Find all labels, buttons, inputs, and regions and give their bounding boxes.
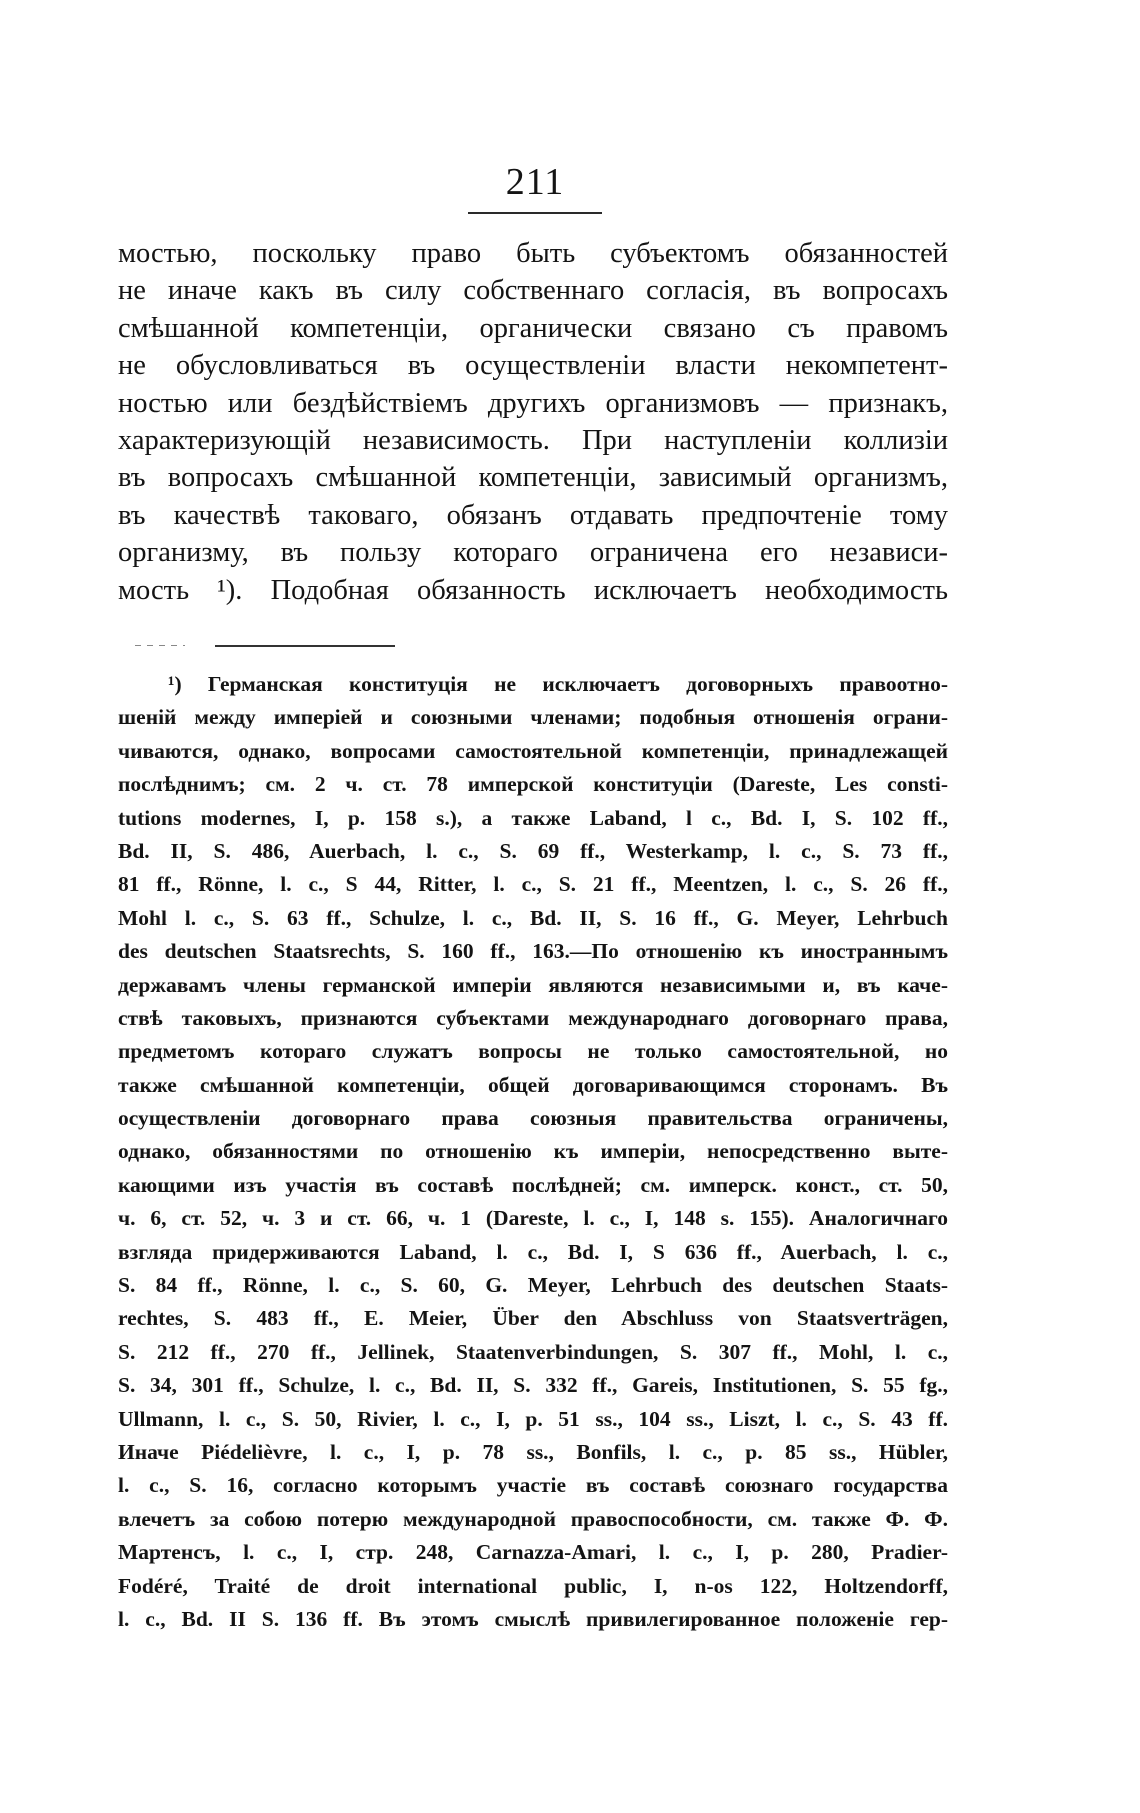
main-text	[118, 235, 948, 609]
footnote-line: S. 212 ff., 270 ff., Jellinek, Staatenverbindungen, S. 307 ff., Mohl, l. c.,	[118, 1339, 948, 1364]
footnote-line: предметомъ котораго служатъ вопросы не только самостоятельной, но	[118, 1039, 948, 1064]
footnote-line: взгляда придерживаются Laband, l. c., Bd. I, S 636 ff., Auerbach, l. c.,	[118, 1239, 948, 1264]
main-text-line: организму, въ пользу котораго ограничена его независи-	[118, 537, 948, 569]
main-text-line: смѣшанной компетенціи, органически связано съ правомъ	[118, 312, 948, 344]
footnote-line: S. 34, 301 ff., Schulze, l. c., Bd. II, S. 332 ff., Gareis, Institutionen, S. 55 fg.,	[118, 1373, 948, 1398]
page-number: 211	[505, 161, 565, 203]
main-text-line: характеризующій независимость. При наступленіи коллизіи	[118, 424, 948, 456]
footnote-line: кающими изъ участія въ составѣ послѣдней; см. имперск. конст., ст. 50,	[118, 1172, 948, 1197]
main-text-line: не иначе какъ въ силу собственнаго согласія, въ вопросахъ	[118, 275, 948, 307]
footnote-line: шеній между имперіей и союзными членами; подобныя отношенія ограни-	[118, 705, 948, 730]
page-number-rule	[468, 212, 602, 214]
footnote-line: l. c., S. 16, согласно которымъ участіе въ составѣ союзнаго государства	[118, 1473, 948, 1498]
footnote-line: tutions modernes, I, p. 158 s.), а также Laband, l c., Bd. I, S. 102 ff.,	[118, 805, 948, 830]
footnote-line: ствѣ таковыхъ, признаются субъектами международнаго договорнаго права,	[118, 1005, 948, 1030]
footnote	[118, 668, 948, 1636]
footnote-line: S. 84 ff., Rönne, l. c., S. 60, G. Meyer, Lehrbuch des deutschen Staats-	[118, 1273, 948, 1298]
footnote-separator-dashes	[135, 645, 185, 646]
footnote-line: l. c., Bd. II S. 136 ff. Въ этомъ смыслѣ привилегированное положеніе гер-	[118, 1606, 948, 1631]
footnote-line: влечетъ за собою потерю международной правоспособности, см. также Ф. Ф.	[118, 1506, 948, 1531]
footnote-line: однако, обязанностями по отношенію къ имперіи, непосредственно выте-	[118, 1139, 948, 1164]
footnote-line: Мартенсъ, l. c., I, стр. 248, Carnazza-Amari, l. c., I, p. 280, Pradier-	[118, 1540, 948, 1565]
footnote-line: также смѣшанной компетенціи, общей договаривающимся сторонамъ. Въ	[118, 1072, 948, 1097]
main-text-line: мостью, поскольку право быть субъектомъ обязанностей	[118, 238, 948, 269]
footnote-line: ч. 6, ст. 52, ч. 3 и ст. 66, ч. 1 (Dareste, l. c., I, 148 s. 155). Аналогичнаго	[118, 1206, 948, 1231]
main-text-line: въ вопросахъ смѣшанной компетенціи, зависимый организмъ,	[118, 462, 948, 494]
footnote-line: ¹) Германская конституція не исключаетъ договорныхъ правоотно-	[168, 672, 948, 696]
footnote-line: послѣднимъ; см. 2 ч. ст. 78 имперской конституціи (Dareste, Les consti-	[118, 772, 948, 797]
footnote-line: державамъ члены германской имперіи являются независимыми и, въ каче-	[118, 972, 948, 997]
footnote-line: Иначе Piédelièvre, l. c., I, p. 78 ss., Bonfils, l. c., p. 85 ss., Hübler,	[118, 1439, 948, 1464]
footnote-line: rechtes, S. 483 ff., E. Meier, Über den Abschluss von Staatsverträgen,	[118, 1306, 948, 1331]
footnote-separator	[215, 645, 395, 647]
main-text-line: не обусловливаться въ осуществленіи власти некомпетент-	[118, 350, 948, 382]
footnote-line: осуществленіи договорнаго права союзныя правительства ограничены,	[118, 1106, 948, 1131]
footnote-line: Bd. II, S. 486, Auerbach, l. c., S. 69 ff., Westerkamp, l. c., S. 73 ff.,	[118, 838, 948, 863]
footnote-line: чиваются, однако, вопросами самостоятельной компетенціи, принадлежащей	[118, 738, 948, 763]
main-text-line: ностью или бездѣйствіемъ другихъ организмовъ — признакъ,	[118, 387, 948, 419]
footnote-line: Ullmann, l. c., S. 50, Rivier, l. c., I, p. 51 ss., 104 ss., Liszt, l. c., S. 43 ff.	[118, 1406, 948, 1431]
footnote-line: Fodéré, Traité de droit international public, I, n-os 122, Holtzendorff,	[118, 1573, 948, 1598]
main-text-line: мость ¹). Подобная обязанность исключаетъ необходимость	[118, 574, 948, 606]
footnote-line: 81 ff., Rönne, l. c., S 44, Ritter, l. c., S. 21 ff., Meentzen, l. c., S. 26 ff.,	[118, 872, 948, 897]
main-text-line: въ качествѣ таковаго, обязанъ отдавать предпочтеніе тому	[118, 499, 948, 531]
footnote-line: Mohl l. c., S. 63 ff., Schulze, l. c., Bd. II, S. 16 ff., G. Meyer, Lehrbuch	[118, 905, 948, 930]
footnote-line: des deutschen Staatsrechts, S. 160 ff., 163.—По отношенію къ иностраннымъ	[118, 939, 948, 964]
